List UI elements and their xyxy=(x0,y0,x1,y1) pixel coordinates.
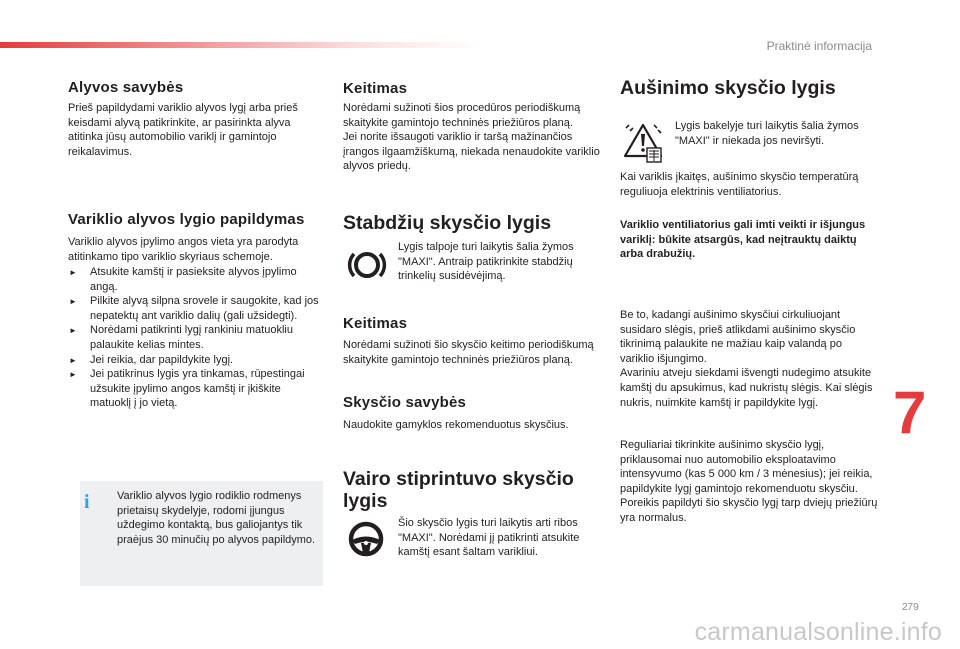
watermark: carmanualsonline.info xyxy=(694,618,942,646)
brake-change-heading: Keitimas xyxy=(343,315,408,332)
oil-change-text: Norėdami sužinoti šios procedūros periodiškumą skaitykite gamintojo techninės priežiūros planą. Jei norite išsaugoti variklio ir taršą mažinančios įrangos ilgaamžiškumą, niekada nenaudokite variklio alyvos priedų. xyxy=(343,102,600,173)
coolant-heading: Aušinimo skysčio lygis xyxy=(620,77,836,99)
coolant-caution-icon xyxy=(622,122,664,164)
steering-wheel-icon xyxy=(346,519,386,559)
coolant-check-text: Reguliariai tikrinkite aušinimo skysčio lygį, priklausomai nuo automobilio eksploatavimo intensyvumo (kas 5 000 km / 3 mėnesius); jei reikia, papildykite lygį gamintojo rekomenduotu skysčiu. Poreikis papildyti šio skysčio lygį tarp dviejų priežiūrų yra normalus. xyxy=(620,439,878,524)
brake-fluid-text: Lygis talpoje turi laikytis šalia žymos "MAXI". Antraip patikrinkite stabdžių trinkelių susidėvėjimą. xyxy=(398,241,574,283)
step-item: ► Jei patikrinus lygis yra tinkamas, rūpestingai užsukite įpylimo angos kamštį ir įkiškite matuoklį į jo vietą. xyxy=(68,367,320,411)
coolant-pressure-text: Be to, kadangi aušinimo skysčiui cirkuliuojant susidaro slėgis, prieš atlikdami aušinimo skysčio tikrinimą palaukite ne mažiau kaip valandą po variklio išjungimo. Avariniu atveju siekdami išvengti nudegimo atsukite kamštį du apsukimus, kad nukristų slėgis. Kai slėgis nukris, nuimkite kamštį ir papildykite lygį. xyxy=(620,309,873,409)
coolant-fan-text: Kai variklis įkaitęs, aušinimo skysčio temperatūrą reguliuoja elektrinis ventiliatorius. xyxy=(620,171,859,198)
steering-fluid-heading: Vairo stiprintuvo skysčio lygis xyxy=(343,468,574,512)
step-item: ► Pilkite alyvą silpna srovele ir saugokite, kad jos nepatektų ant variklio dalių (gali užsidegti). xyxy=(68,294,320,323)
step-item: ► Norėdami patikrinti lygį rankiniu matuokliu palaukite kelias mintes. xyxy=(68,323,320,352)
info-text: Variklio alyvos lygio rodiklio rodmenys prietaisų skydelyje, rodomi įjungus uždegimo kontaktą, bus galiojantys tik praėjus 30 minučių po alyvos papildymo. xyxy=(117,490,316,546)
oil-change-heading: Keitimas xyxy=(343,80,408,97)
oil-properties-text: Prieš papildydami variklio alyvos lygį arba prieš keisdami alyvą patikrinkite, ar pasirinkta alyva atitinka jūsų automobilio variklį ir gamintojo reikalavimus. xyxy=(68,102,298,158)
chapter-number: 7 xyxy=(893,379,927,446)
fluid-properties-heading: Skysčio savybės xyxy=(343,394,467,411)
oil-properties-heading: Alyvos savybės xyxy=(68,79,184,96)
info-icon: i xyxy=(84,491,90,513)
brake-warning-icon xyxy=(347,247,387,283)
page-number: 279 xyxy=(902,602,919,613)
brake-fluid-heading: Stabdžių skysčio lygis xyxy=(343,212,552,234)
fluid-properties-text: Naudokite gamyklos rekomenduotus skysčius. xyxy=(343,419,569,431)
header-accent-bar xyxy=(0,42,480,48)
step-item: ► Jei reikia, dar papildykite lygį. xyxy=(68,353,320,368)
section-title: Praktinė informacija xyxy=(766,39,872,53)
steering-fluid-text: Šio skysčio lygis turi laikytis arti ribos "MAXI". Norėdami jį patikrinti atsukite kamštį esant šaltam varikliui. xyxy=(398,517,580,559)
coolant-fan-warning: Variklio ventiliatorius gali imti veikti ir išjungus variklį: būkite atsargūs, kad neįtrauktų daiktų arba drabužių. xyxy=(620,219,866,261)
oil-refill-intro: Variklio alyvos įpylimo angos vieta yra parodyta atitinkamo tipo variklio skyriaus schemoje. xyxy=(68,236,299,263)
coolant-icon-text: Lygis bakelyje turi laikytis šalia žymos "MAXI" ir niekada jos neviršyti. xyxy=(675,120,859,147)
brake-change-text: Norėdami sužinoti šio skysčio keitimo periodiškumą skaitykite gamintojo techninės priežiūros planą. xyxy=(343,339,594,366)
step-item: ► Atsukite kamštį ir pasieksite alyvos įpylimo angą. xyxy=(68,265,320,294)
oil-refill-steps xyxy=(68,265,320,411)
oil-refill-heading: Variklio alyvos lygio papildymas xyxy=(68,211,305,228)
